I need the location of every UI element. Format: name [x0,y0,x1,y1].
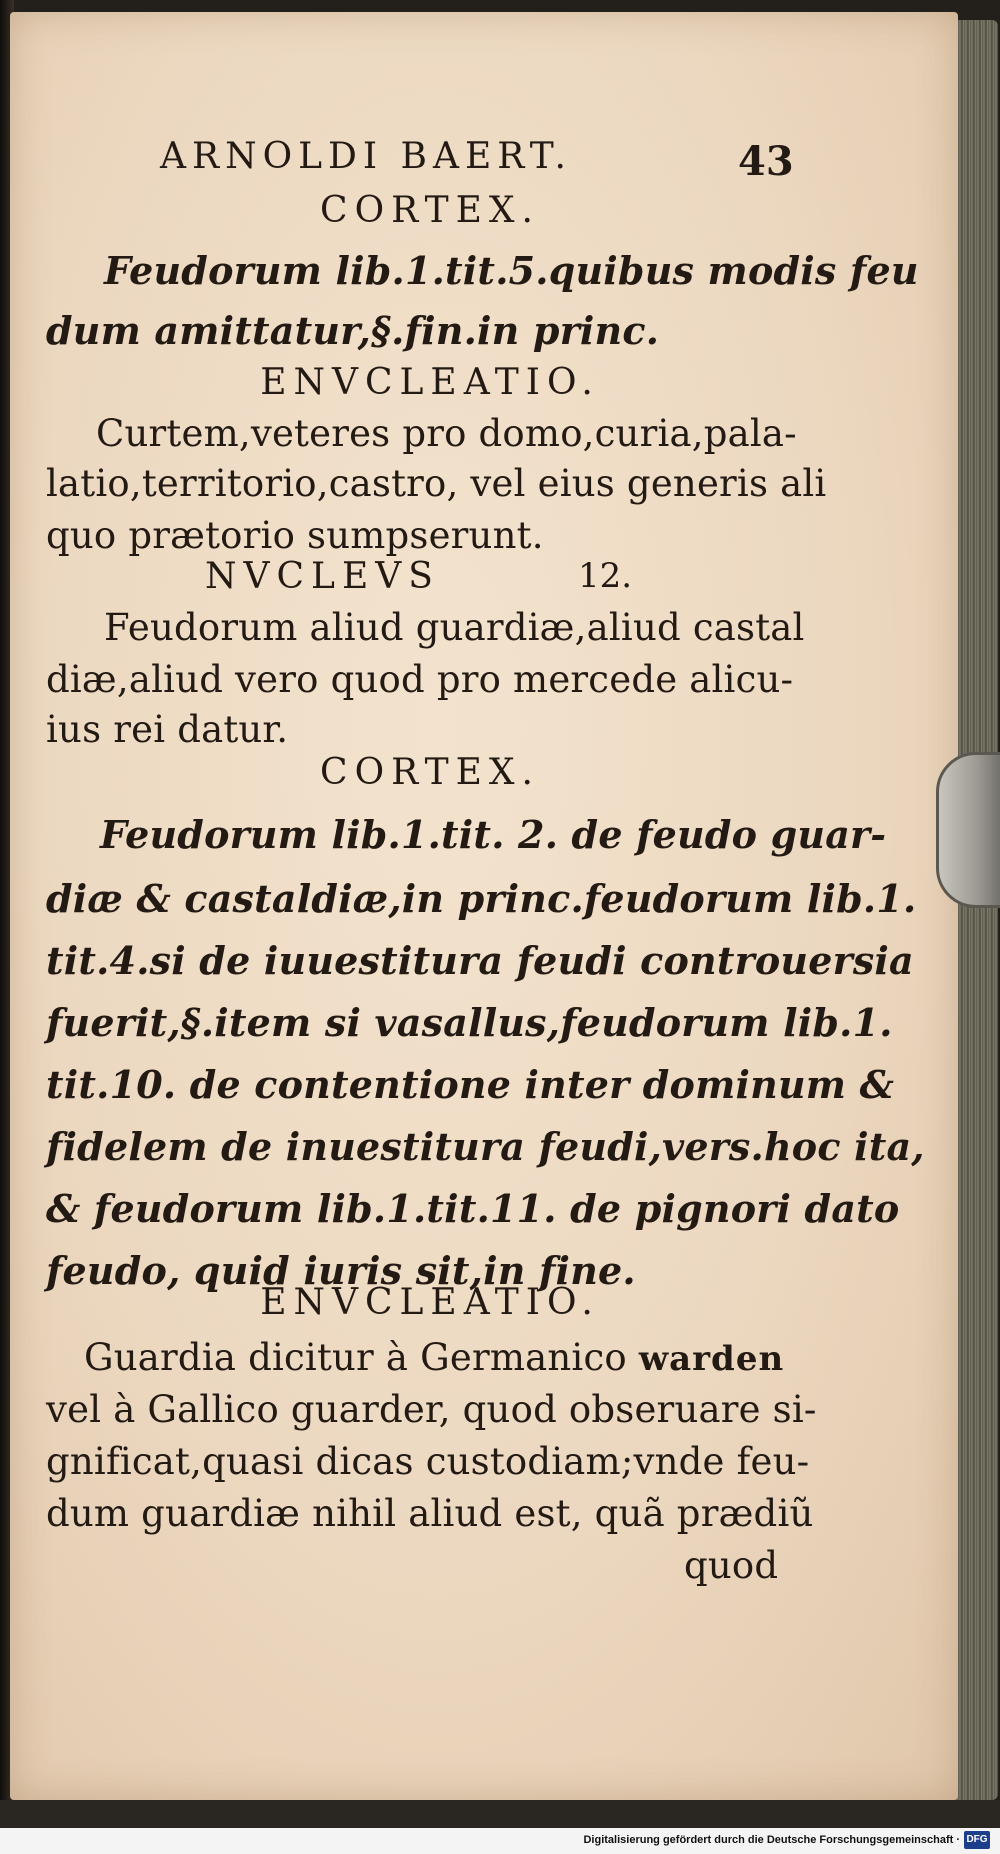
enucleatio-heading-1: ENVCLEATIO. [260,362,600,403]
enucleatio-heading-2: ENVCLEATIO. [260,1282,600,1323]
text-line: latio,territorio,castro, vel eius generis ali [46,462,827,505]
text-line: Curtem,veteres pro domo,curia,pala- [96,412,797,455]
nucleus-heading: NVCLEVS [205,556,440,597]
blackletter-word: warden [638,1339,785,1379]
text-line: fidelem de inuestitura feudi,vers.hoc ita, [46,1124,925,1169]
text-line [84,1336,844,1379]
text-line: Feudorum aliud guardiæ,aliud castal [104,606,805,649]
running-head: ARNOLDI BAERT. [160,136,572,177]
text-line: tit.10. de contentione inter dominum & [46,1062,895,1107]
catchword: quod [684,1544,779,1587]
page-clip [936,752,1000,908]
text-segment: Guardia dicitur à Germanico [84,1336,639,1379]
text-line: tit.4.si de iuuestitura feudi controuersia [46,938,914,983]
cortex-heading-2: CORTEX. [320,752,540,793]
text-line: ius rei datur. [46,708,289,751]
text-line: diæ & castaldiæ,in princ.feudorum lib.1. [46,876,917,921]
text-line: fuerit,§.item si vasallus,feudorum lib.1. [46,1000,893,1045]
text-line: diæ,aliud vero quod pro mercede alicu- [46,658,794,701]
cortex-heading-1: CORTEX. [320,190,540,231]
funding-notice: Digitalisierung gefördert durch die Deutsche Forschungsgemeinschaft · [583,1834,960,1846]
text-line: & feudorum lib.1.tit.11. de pignori dato [46,1186,900,1231]
text-line: dum guardiæ nihil aliud est, quã prædiũ [46,1492,814,1535]
text-line: vel à Gallico guarder, quod obseruare si- [46,1388,817,1431]
page-number: 43 [738,138,794,185]
text-line: Feudorum lib.1.tit.5.quibus modis feu [104,248,919,293]
text-line: feudo, quid iuris sit,in fine. [46,1248,636,1293]
text-line: quo prætorio sumpserunt. [46,514,544,557]
dfg-logo: DFG [964,1831,990,1849]
nucleus-number: 12. [578,556,633,596]
text-line: gnificat,quasi dicas custodiam;vnde feu- [46,1440,810,1483]
text-line: dum amittatur,§.fin.in princ. [46,308,660,353]
page-edges [952,20,998,1800]
text-line: Feudorum lib.1.tit. 2. de feudo guar- [100,812,887,857]
